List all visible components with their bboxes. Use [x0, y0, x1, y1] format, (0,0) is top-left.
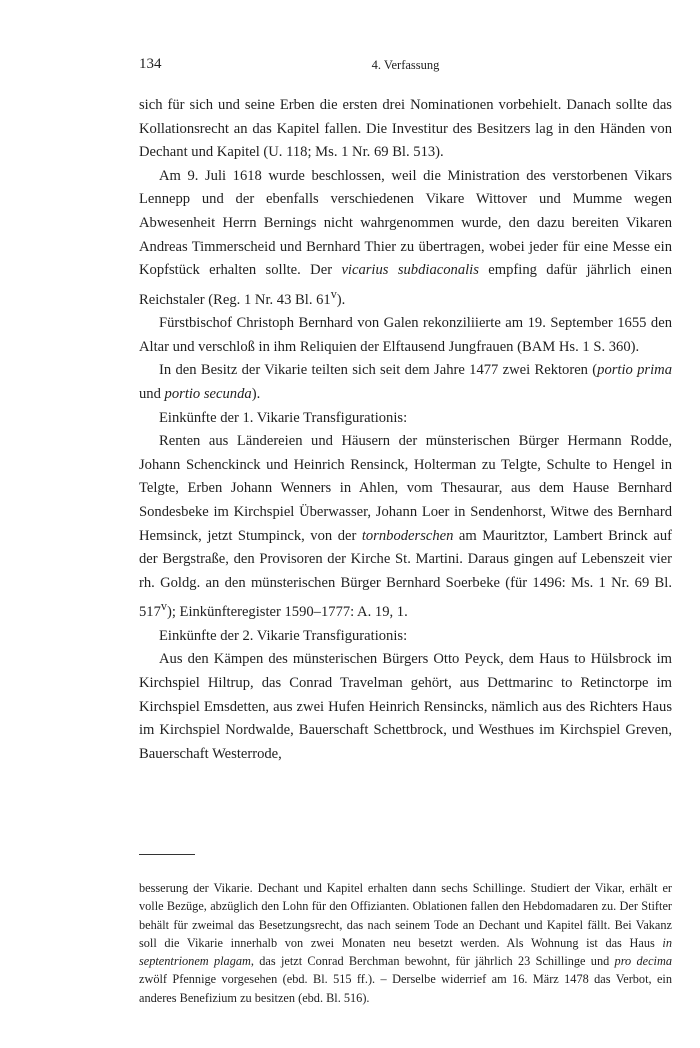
text-run: Einkünfte der 1. Vikarie Transfigurationis: [159, 409, 408, 426]
text-run: und [139, 385, 165, 402]
text-run: sich für sich und seine Erben die ersten drei Nominationen vorbehielt. Danach sollte das Kollationsrecht an das Kapitel fallen. Die Investitur des Besitzers lag in den Händen von Dechant und Kapitel (U. 118; Ms. 1 Nr. 69 Bl. 513). [139, 97, 672, 161]
text-run: Fürstbischof Christoph Bernhard von Galen rekonziliierte am 19. September 1655 den Altar und verschloß in ihm Reliquien der Elftausend Jungfrauen (BAM Hs. 1 S. 360). [139, 315, 672, 355]
footnote-divider [139, 854, 195, 855]
superscript: v [160, 599, 167, 614]
italic-term: portio secunda [164, 385, 252, 402]
paragraph [139, 359, 672, 406]
text-run: Renten aus Ländereien und Häusern der münsterischen Bürger Hermann Rodde, Johann Schenckinck und Heinrich Rensinck, Holterman zu Telgte, Schulte to Hengel in Telgte, Erben Johann Wenners in Ahlen, vom Thesaurar, aus dem Hause Bernhard Sondesbeke im Kirchspiel Überwasser, Johann Loer in Sendenhorst, Witwe des Bernhard Hemsinck, jetzt Stumpinck, von der [139, 433, 672, 544]
text-run: ); Einkünfteregister 1590–1777: A. 19, 1. [166, 604, 408, 621]
page-header [139, 56, 672, 78]
text-run: ). [336, 291, 346, 308]
text-run: Einkünfte der 2. Vikarie Transfigurationis: [159, 627, 408, 644]
italic-term: pro decima [614, 954, 672, 969]
main-text [139, 94, 672, 766]
text-run: ). [251, 385, 261, 402]
text-run: empfing dafür jährlich einen Reichstaler (Reg. 1 Nr. 43 Bl. 61 [139, 262, 672, 308]
running-title: 4. Verfassung [371, 58, 440, 72]
paragraph [139, 407, 672, 431]
italic-term: portio prima [597, 362, 673, 379]
paragraph [139, 648, 672, 766]
text-run: In den Besitz der Vikarie teilten sich seit dem Jahre 1477 zwei Rektoren ( [159, 362, 598, 379]
text-run: am Mauritztor, Lambert Brinck auf der Bergstraße, den Provisoren der Kirche St. Martini. Daraus gingen auf Lebenszeit vier rh. Goldg. an den münsterischen Bürger Bernhard Soerbeke (für 1496: Ms. 1 Nr. 69 Bl. 517 [139, 527, 672, 621]
italic-term: in septentrionem plagam [139, 935, 672, 969]
text-run: Aus den Kämpen des münsterischen Bürgers Otto Peyck, dem Haus to Hülsbrock im Kirchspiel Hiltrup, das Conrad Travelman gehört, aus Dettmarinc to Retinctorpe im Kirchspiel Emsdetten, aus zwei Hufen Heinrich Rensincks, nämlich aus des Richters Haus im Kirchspiel Nordwalde, Bauerschaft Schettbrock, und Westhues im Kirchspiel Greven, Bauerschaft Westerrode, [139, 651, 672, 762]
text-run: Am 9. Juli 1618 wurde beschlossen, weil die Ministration des verstorbenen Vikars Lennepp und der ebenfalls verschiedenen Vikare Wittover und Mumme wegen Abwesenheit Herrn Bernings nicht wahrgenommen wurde, den dazu bereiten Vikaren Andreas Timmerscheid und Bernhard Thier zu übertragen, wobei jeder für eine Messe ein Kopfstück erhalten sollte. Der [139, 167, 672, 279]
text-run: besserung der Vikarie. Dechant und Kapitel erhalten dann sechs Schillinge. Studiert der Vikar, erhält er volle Bezüge, abzüglich den Lohn für den Offizianten. Oblationen fallen den Hebdomadaren zu. Der Stifter behält für zweimal das Besetzungsrecht, das nach seinem Tode an Dechant und Kapitel fällt. Bei Vakanz soll die Vikarie innerhalb von zwei Monaten neu besetzt werden. Als Wohnung ist das Haus [139, 881, 672, 950]
paragraph [139, 625, 672, 649]
text-run: zwölf Pfennige vorgesehen (ebd. Bl. 515 ff.). – Derselbe widerrief am 16. März 1478 das Verbot, ein anderes Benefizium zu besitzen (ebd. Bl. 516). [139, 972, 672, 1005]
paragraph [139, 430, 672, 625]
paragraph [139, 312, 672, 359]
italic-term: vicarius subdiaconalis [341, 262, 479, 279]
text-run: , das jetzt Conrad Berchman bewohnt, für jährlich 23 Schillinge und [250, 954, 615, 969]
page-number: 134 [139, 56, 162, 72]
footnote [139, 879, 672, 1007]
italic-term: tornboderschen [361, 527, 454, 544]
superscript: v [330, 286, 337, 301]
paragraph [139, 165, 672, 312]
paragraph [139, 94, 672, 165]
book-page [139, 56, 673, 1005]
